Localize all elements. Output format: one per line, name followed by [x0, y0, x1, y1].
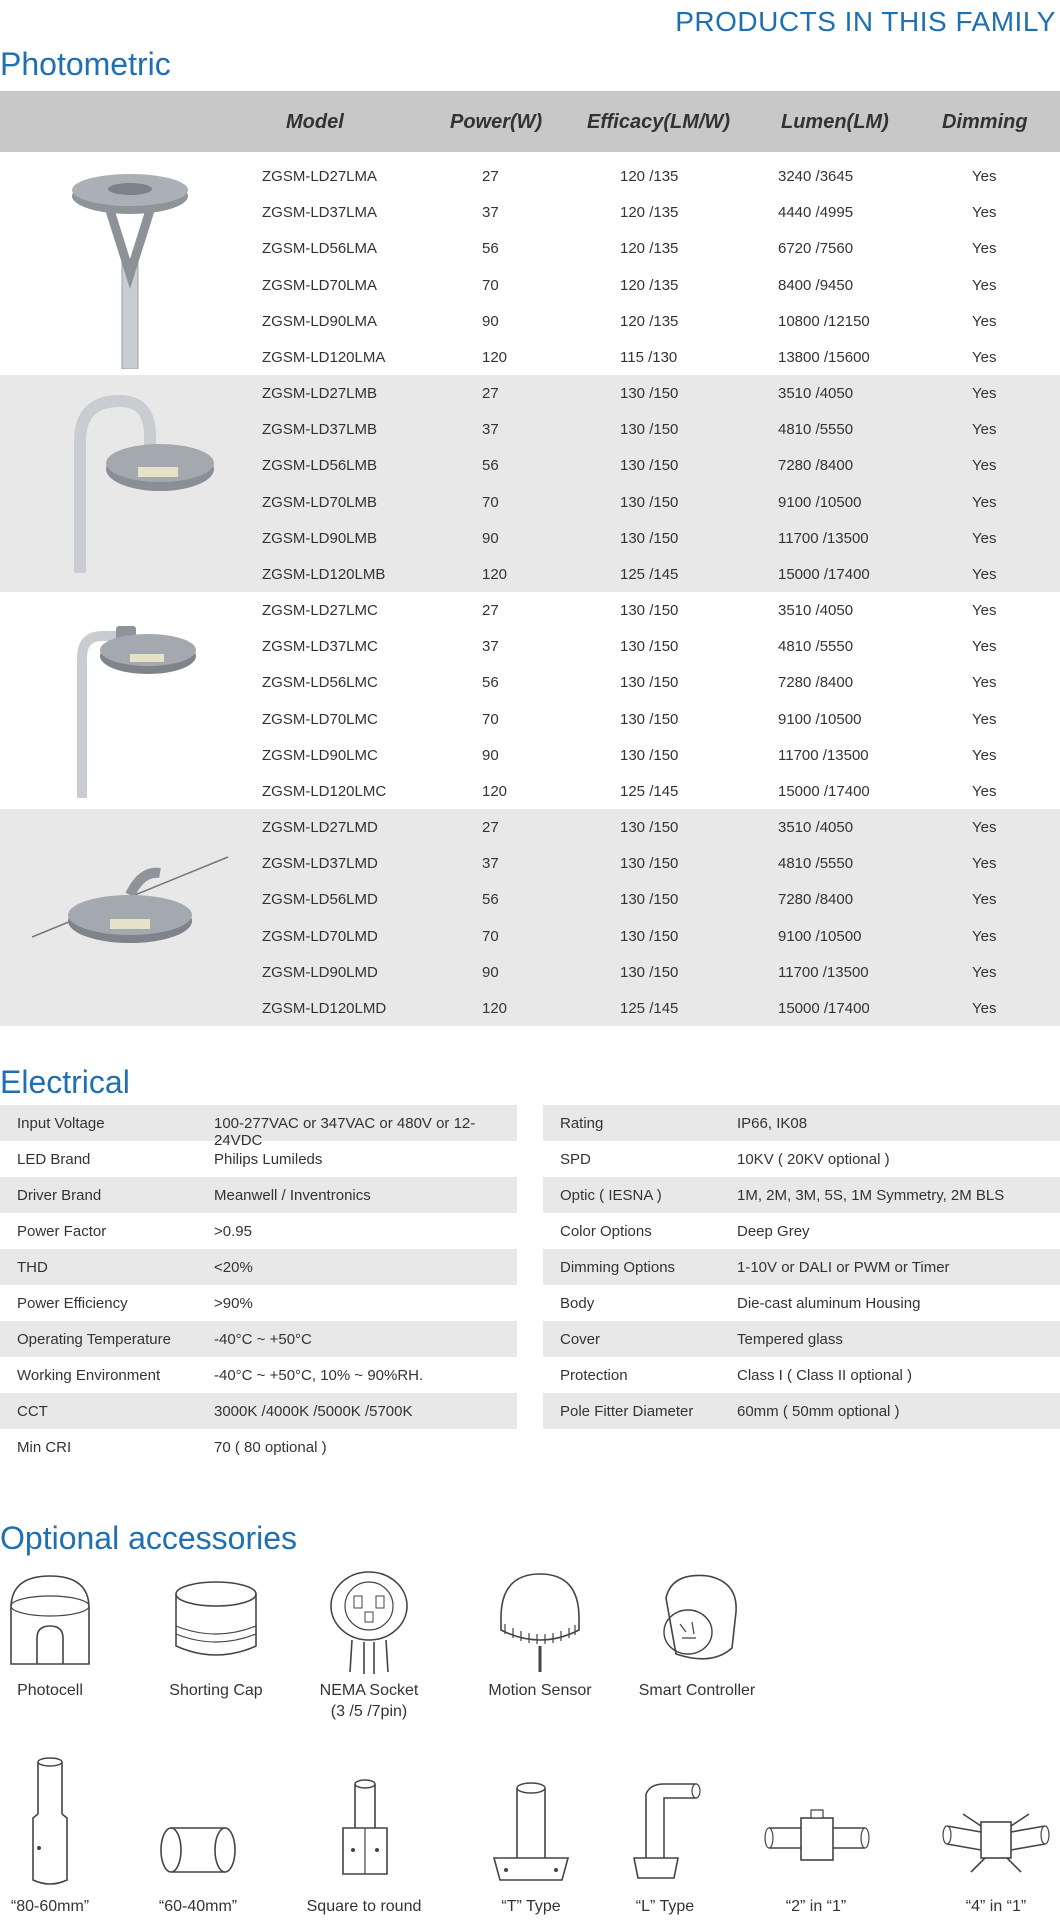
spec-row	[543, 1357, 1060, 1393]
model-cell: ZGSM-LD120LMA	[262, 349, 386, 366]
lumen-cell: 7280 /8400	[778, 891, 854, 909]
table-row	[0, 375, 1060, 411]
accessory-square-to-round	[298, 1754, 430, 1917]
power-cell: 70	[482, 927, 499, 945]
model-cell: ZGSM-LD37LMA	[262, 204, 378, 222]
model-cell: ZGSM-LD56LMD	[262, 891, 378, 909]
spec-value: <20%	[214, 1259, 253, 1276]
spec-row	[0, 1393, 517, 1429]
efficacy-cell: 130 /150	[620, 602, 679, 619]
efficacy-cell: 120 /135	[620, 276, 679, 294]
spec-row	[0, 1213, 517, 1249]
electrical-left-table	[0, 1105, 517, 1465]
power-cell: 70	[482, 493, 499, 511]
spec-value: Deep Grey	[737, 1223, 810, 1240]
accessory-t-type	[486, 1754, 576, 1917]
model-cell: ZGSM-LD120LMC	[262, 783, 387, 800]
dimming-cell: Yes	[972, 1000, 997, 1017]
table-row	[0, 954, 1060, 990]
power-cell: 70	[482, 276, 499, 294]
accessory-label: “60-40mm”	[158, 1898, 238, 1915]
table-row	[0, 267, 1060, 303]
lumen-cell: 11700 /13500	[778, 746, 869, 764]
model-cell: ZGSM-LD27LMB	[262, 385, 378, 402]
dimming-cell: Yes	[972, 312, 997, 330]
spec-row	[0, 1429, 517, 1465]
spec-label: Protection	[560, 1367, 628, 1384]
lumen-cell: 13800 /15600	[778, 349, 870, 366]
spec-value: 1M, 2M, 3M, 5S, 1M Symmetry, 2M BLS	[737, 1187, 1005, 1204]
dimming-cell: Yes	[972, 674, 997, 692]
header-dimming: Dimming	[942, 111, 1028, 133]
table-row	[0, 809, 1060, 845]
model-cell: ZGSM-LD56LMC	[262, 674, 378, 692]
efficacy-cell: 130 /150	[620, 493, 679, 511]
accessory-label: “80-60mm”	[10, 1898, 90, 1915]
spec-row	[0, 1141, 517, 1177]
motion-sensor-icon	[495, 1568, 585, 1680]
efficacy-cell: 120 /135	[620, 168, 679, 185]
power-cell: 37	[482, 855, 499, 873]
lumen-cell: 7280 /8400	[778, 457, 854, 475]
model-cell: ZGSM-LD70LMB	[262, 493, 378, 511]
accessory-label: NEMA Socket	[319, 1682, 419, 1699]
model-cell: ZGSM-LD90LMC	[262, 746, 378, 764]
spec-value: Meanwell / Inventronics	[214, 1187, 371, 1204]
model-cell: ZGSM-LD27LMD	[262, 819, 378, 836]
dimming-cell: Yes	[972, 710, 997, 728]
dimming-cell: Yes	[972, 385, 997, 402]
efficacy-cell: 130 /150	[620, 385, 679, 402]
table-row	[0, 447, 1060, 483]
lumen-cell: 4810 /5550	[778, 855, 854, 873]
model-cell: ZGSM-LD56LMB	[262, 457, 378, 475]
power-cell: 27	[482, 168, 499, 185]
efficacy-cell: 125 /145	[620, 783, 679, 800]
efficacy-cell: 130 /150	[620, 529, 679, 547]
table-row	[0, 339, 1060, 375]
lumen-cell: 3510 /4050	[778, 819, 854, 836]
spec-label: Working Environment	[17, 1367, 161, 1384]
two-in-one-bracket-icon	[761, 1754, 871, 1896]
accessory-label: Shorting Cap	[169, 1682, 263, 1699]
table-row	[0, 664, 1060, 700]
model-cell: ZGSM-LD27LMA	[262, 168, 378, 185]
power-cell: 120	[482, 349, 508, 366]
efficacy-cell: 125 /145	[620, 566, 679, 583]
model-cell: ZGSM-LD56LMA	[262, 240, 378, 258]
power-cell: 90	[482, 746, 499, 764]
power-cell: 120	[482, 566, 508, 583]
photocell-icon	[5, 1568, 95, 1680]
lumen-cell: 6720 /7560	[778, 240, 854, 258]
power-cell: 90	[482, 312, 499, 330]
accessories-title: Optional accessories	[0, 1520, 298, 1556]
model-cell: ZGSM-LD27LMC	[262, 602, 378, 619]
spec-row	[0, 1285, 517, 1321]
dimming-cell: Yes	[972, 855, 997, 873]
header-lumen: Lumen(LM)	[781, 111, 889, 133]
accessory-shorting-cap	[164, 1568, 268, 1701]
spec-value: Philips Lumileds	[214, 1151, 323, 1168]
family-title: PRODUCTS IN THIS FAMILY	[675, 6, 1056, 37]
accessory-label: Square to round	[306, 1898, 422, 1915]
nema-socket-icon	[324, 1568, 414, 1680]
spec-label: Optic ( IESNA )	[560, 1187, 662, 1204]
power-cell: 90	[482, 529, 499, 547]
table-row	[0, 230, 1060, 266]
dimming-cell: Yes	[972, 783, 997, 800]
dimming-cell: Yes	[972, 819, 997, 836]
spec-label: Pole Fitter Diameter	[560, 1403, 694, 1420]
spec-label: Body	[560, 1295, 595, 1312]
efficacy-cell: 130 /150	[620, 746, 679, 764]
spec-row	[543, 1321, 1060, 1357]
power-cell: 56	[482, 457, 499, 475]
electrical-title: Electrical	[0, 1064, 130, 1100]
header-efficacy: Efficacy(LM/W)	[587, 111, 730, 133]
dimming-cell: Yes	[972, 457, 997, 475]
spec-row	[543, 1213, 1060, 1249]
accessory-label: “2” in “1”	[785, 1898, 847, 1915]
spec-row	[543, 1393, 1060, 1429]
power-cell: 27	[482, 819, 499, 836]
table-row	[0, 411, 1060, 447]
dimming-cell: Yes	[972, 276, 997, 294]
spec-label: Dimming Options	[560, 1259, 676, 1276]
spec-value: -40°C ~ +50°C, 10% ~ 90%RH.	[214, 1367, 424, 1384]
shorting-cap-icon	[171, 1568, 261, 1680]
lumen-cell: 3240 /3645	[778, 168, 854, 185]
dimming-cell: Yes	[972, 240, 997, 258]
spec-value: -40°C ~ +50°C	[214, 1331, 312, 1348]
table-row	[0, 484, 1060, 520]
accessory-l-type	[620, 1754, 710, 1917]
efficacy-cell: 130 /150	[620, 927, 679, 945]
accessory-label: “4” in “1”	[965, 1898, 1027, 1915]
accessory-motion-sensor	[480, 1568, 600, 1701]
model-cell: ZGSM-LD37LMB	[262, 421, 378, 439]
accessory-sublabel: (3 /5 /7pin)	[330, 1703, 408, 1720]
power-cell: 37	[482, 204, 499, 222]
spec-row	[0, 1105, 517, 1149]
four-in-one-bracket-icon	[941, 1754, 1051, 1896]
power-cell: 56	[482, 240, 499, 258]
efficacy-cell: 130 /150	[620, 710, 679, 728]
lumen-cell: 7280 /8400	[778, 674, 854, 692]
accessory-reducer-80-60	[2, 1754, 98, 1917]
dimming-cell: Yes	[972, 566, 997, 583]
table-row	[0, 773, 1060, 809]
dimming-cell: Yes	[972, 529, 997, 547]
spec-label: Power Efficiency	[17, 1295, 128, 1312]
power-cell: 56	[482, 891, 499, 909]
spec-value: 60mm ( 50mm optional )	[737, 1403, 900, 1420]
model-cell: ZGSM-LD70LMC	[262, 710, 378, 728]
power-cell: 37	[482, 421, 499, 439]
square-to-round-icon	[319, 1754, 409, 1896]
accessory-4-in-1	[934, 1754, 1058, 1917]
model-cell: ZGSM-LD90LMB	[262, 529, 378, 547]
table-row	[0, 845, 1060, 881]
spec-label: Color Options	[560, 1223, 652, 1240]
lumen-cell: 8400 /9450	[778, 276, 854, 294]
spec-label: Driver Brand	[17, 1187, 102, 1204]
spec-value: Tempered glass	[737, 1331, 843, 1348]
lumen-cell: 4440 /4995	[778, 204, 854, 222]
reducer-60-40-icon	[153, 1754, 243, 1896]
accessory-label: “L” Type	[635, 1898, 695, 1915]
power-cell: 37	[482, 638, 499, 656]
lumen-cell: 3510 /4050	[778, 602, 854, 619]
lumen-cell: 9100 /10500	[778, 710, 862, 728]
lumen-cell: 11700 /13500	[778, 529, 869, 547]
accessory-label: “T” Type	[501, 1898, 561, 1915]
efficacy-cell: 120 /135	[620, 312, 679, 330]
accessory-label: Motion Sensor	[488, 1682, 592, 1699]
spec-row	[543, 1141, 1060, 1177]
dimming-cell: Yes	[972, 168, 997, 185]
spec-row	[0, 1357, 517, 1393]
reducer-80-60-icon	[5, 1754, 95, 1896]
accessory-reducer-60-40	[148, 1754, 248, 1917]
dimming-cell: Yes	[972, 963, 997, 981]
header-power: Power(W)	[450, 111, 543, 133]
table-row	[0, 158, 1060, 194]
accessory-2-in-1	[756, 1754, 876, 1917]
accessory-nema-socket	[314, 1568, 424, 1722]
model-cell: ZGSM-LD120LMD	[262, 1000, 387, 1017]
lumen-cell: 15000 /17400	[778, 566, 870, 583]
spec-row	[0, 1249, 517, 1285]
spec-row	[543, 1105, 1060, 1141]
spec-label: Cover	[560, 1331, 601, 1348]
lumen-cell: 9100 /10500	[778, 493, 862, 511]
spec-value: 3000K /4000K /5000K /5700K	[214, 1403, 413, 1420]
table-row	[0, 737, 1060, 773]
photometric-table-header	[0, 91, 1060, 152]
spec-row	[543, 1177, 1060, 1213]
spec-value: 10KV ( 20KV optional )	[737, 1151, 890, 1168]
spec-label: Input Voltage	[17, 1115, 105, 1132]
lumen-cell: 4810 /5550	[778, 638, 854, 656]
accessory-label: Photocell	[17, 1682, 83, 1699]
table-row	[0, 990, 1060, 1026]
electrical-right-table	[543, 1105, 1060, 1429]
smart-controller-icon	[652, 1568, 742, 1680]
lumen-cell: 3510 /4050	[778, 385, 854, 402]
spec-value: 70 ( 80 optional )	[214, 1439, 327, 1456]
table-row	[0, 303, 1060, 339]
spec-label: LED Brand	[17, 1151, 91, 1168]
dimming-cell: Yes	[972, 891, 997, 909]
spec-value: Die-cast aluminum Housing	[737, 1295, 921, 1312]
efficacy-cell: 120 /135	[620, 204, 679, 222]
dimming-cell: Yes	[972, 349, 997, 366]
power-cell: 27	[482, 602, 499, 619]
table-row	[0, 520, 1060, 556]
lumen-cell: 15000 /17400	[778, 783, 870, 800]
spec-row	[0, 1177, 517, 1213]
accessory-photocell	[2, 1568, 98, 1701]
l-type-bracket-icon	[620, 1754, 710, 1896]
power-cell: 70	[482, 710, 499, 728]
spec-row	[543, 1249, 1060, 1285]
power-cell: 56	[482, 674, 499, 692]
dimming-cell: Yes	[972, 602, 997, 619]
lumen-cell: 9100 /10500	[778, 927, 862, 945]
table-row	[0, 194, 1060, 230]
efficacy-cell: 120 /135	[620, 240, 679, 258]
accessory-label: Smart Controller	[638, 1682, 756, 1699]
spec-label: CCT	[17, 1403, 48, 1420]
power-cell: 27	[482, 385, 499, 402]
efficacy-cell: 130 /150	[620, 674, 679, 692]
power-cell: 120	[482, 783, 508, 800]
power-cell: 90	[482, 963, 499, 981]
efficacy-cell: 130 /150	[620, 819, 679, 836]
model-cell: ZGSM-LD37LMC	[262, 638, 378, 656]
table-row	[0, 881, 1060, 917]
model-cell: ZGSM-LD120LMB	[262, 566, 386, 583]
efficacy-cell: 130 /150	[620, 421, 679, 439]
dimming-cell: Yes	[972, 204, 997, 222]
efficacy-cell: 130 /150	[620, 855, 679, 873]
efficacy-cell: 130 /150	[620, 963, 679, 981]
lumen-cell: 4810 /5550	[778, 421, 854, 439]
spec-value: >90%	[214, 1295, 253, 1312]
efficacy-cell: 125 /145	[620, 1000, 679, 1017]
dimming-cell: Yes	[972, 746, 997, 764]
photometric-title: Photometric	[0, 46, 171, 82]
model-cell: ZGSM-LD90LMD	[262, 963, 378, 981]
spec-value: Class I ( Class II optional )	[737, 1367, 913, 1384]
lumen-cell: 10800 /12150	[778, 312, 870, 330]
spec-label: Min CRI	[17, 1439, 72, 1456]
lumen-cell: 11700 /13500	[778, 963, 869, 981]
model-cell: ZGSM-LD37LMD	[262, 855, 378, 873]
table-row	[0, 628, 1060, 664]
spec-row	[0, 1321, 517, 1357]
dimming-cell: Yes	[972, 927, 997, 945]
spec-row	[543, 1285, 1060, 1321]
efficacy-cell: 115 /130	[620, 349, 678, 366]
spec-value: 100-277VAC or 347VAC or 480V or 12-24VDC	[214, 1115, 476, 1149]
dimming-cell: Yes	[972, 638, 997, 656]
table-row	[0, 701, 1060, 737]
spec-value: IP66, IK08	[737, 1115, 808, 1132]
table-row	[0, 556, 1060, 592]
table-row	[0, 918, 1060, 954]
efficacy-cell: 130 /150	[620, 891, 679, 909]
power-cell: 120	[482, 1000, 508, 1017]
table-row	[0, 592, 1060, 628]
header-model: Model	[286, 111, 344, 133]
spec-label: Rating	[560, 1115, 604, 1132]
spec-label: Power Factor	[17, 1223, 107, 1240]
dimming-cell: Yes	[972, 421, 997, 439]
spec-label: Operating Temperature	[17, 1331, 171, 1348]
lumen-cell: 15000 /17400	[778, 1000, 870, 1017]
spec-label: THD	[17, 1259, 48, 1276]
model-cell: ZGSM-LD90LMA	[262, 312, 378, 330]
efficacy-cell: 130 /150	[620, 638, 679, 656]
accessory-smart-controller	[632, 1568, 762, 1701]
dimming-cell: Yes	[972, 493, 997, 511]
spec-value: 1-10V or DALI or PWM or Timer	[737, 1259, 950, 1276]
model-cell: ZGSM-LD70LMD	[262, 927, 378, 945]
spec-value: >0.95	[214, 1223, 252, 1240]
model-cell: ZGSM-LD70LMA	[262, 276, 378, 294]
spec-label: SPD	[560, 1151, 591, 1168]
efficacy-cell: 130 /150	[620, 457, 679, 475]
t-type-bracket-icon	[486, 1754, 576, 1896]
